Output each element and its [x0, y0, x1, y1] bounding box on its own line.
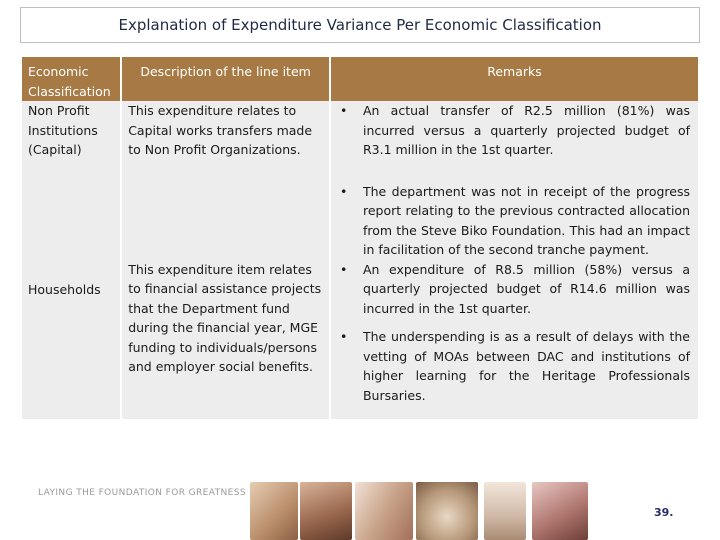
- footer-photo-dancers-icon: [300, 482, 352, 540]
- slide-title-box: [20, 7, 700, 43]
- cell-classification: Non Profit Institutions (Capital): [22, 101, 120, 260]
- remark-bullet: [337, 327, 692, 405]
- footer-photo-beadwork-icon: [416, 482, 478, 540]
- remark-bullet: [337, 182, 692, 260]
- bullet-symbol: •: [339, 329, 348, 344]
- remark-text: An actual transfer of R2.5 million (81%) was incurred versus a quarterly projected budget of R3.1 million in the 1st quarter.: [362, 103, 690, 157]
- bullet-symbol: •: [339, 261, 348, 277]
- remark-text: The department was not in receipt of the progress report relating to the previous contracted allocation from the Steve Biko Foundation. This had an impact in facilitation of the second tranche payment.: [362, 183, 690, 257]
- cell-remarks: [331, 101, 698, 260]
- header-remarks: Remarks: [331, 57, 698, 101]
- bullet-symbol: •: [339, 183, 348, 199]
- footer-photo-saxophone-icon: [532, 482, 588, 540]
- cell-description: This expenditure relates to Capital works transfers made to Non Profit Organizations.: [122, 101, 329, 260]
- footer-photo-hands-icon: [250, 482, 298, 540]
- table-row-households: [22, 260, 698, 420]
- cell-remarks: [331, 260, 698, 420]
- table-row-non-profit: [22, 101, 698, 260]
- remark-bullet: [337, 101, 692, 160]
- footer-photo-craft-icon: [355, 482, 413, 540]
- expenditure-variance-table: [20, 57, 700, 419]
- footer-tagline: LAYING THE FOUNDATION FOR GREATNESS: [38, 488, 246, 498]
- slide-title: Explanation of Expenditure Variance Per Economic Classification: [118, 16, 602, 34]
- remark-bullet: [337, 260, 692, 319]
- header-economic-classification: Economic Classification: [22, 57, 120, 101]
- remark-text: The underspending is as a result of delays with the vetting of MOAs between DAC and institutions of higher learning for the Heritage Professionals Bursaries.: [362, 329, 690, 403]
- bullet-symbol: •: [339, 103, 348, 118]
- header-description: Description of the line item: [122, 57, 329, 101]
- footer-photo-ballet-icon: [484, 482, 526, 540]
- table-header-row: [22, 57, 698, 101]
- cell-classification: Households: [28, 281, 101, 297]
- remark-text: An expenditure of R8.5 million (58%) versus a quarterly projected budget of R14.6 million was incurred in the 1st quarter.: [362, 261, 690, 316]
- cell-description: This expenditure item relates to financial assistance projects that the Department fund during the financial year, MGE funding to individuals/persons and employer social benefits.: [122, 260, 329, 420]
- page-number: 39.: [654, 506, 674, 519]
